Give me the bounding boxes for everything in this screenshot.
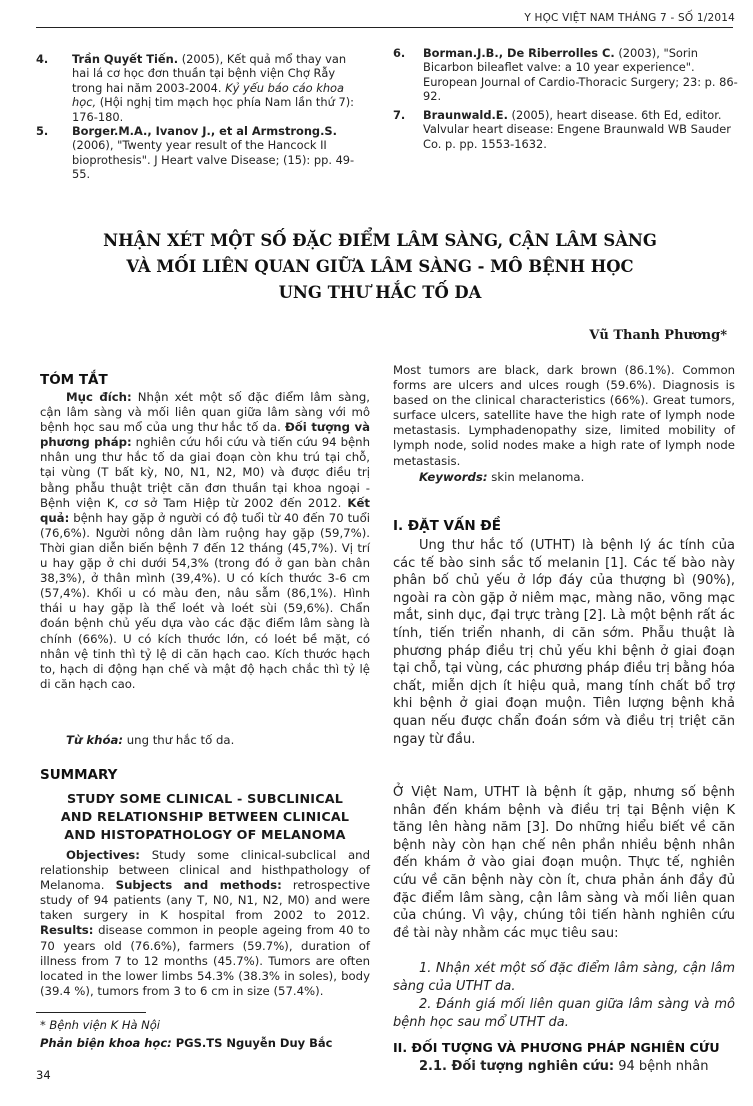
footnote-rule — [36, 1012, 146, 1013]
reference-4 — [36, 52, 366, 124]
reference-5 — [36, 124, 366, 182]
reference-6 — [393, 46, 738, 104]
reviewer-label: Phản biện khoa học: — [40, 1036, 172, 1050]
subjects-methods-label: Subjects and methods: — [115, 878, 282, 893]
summary-title-line: AND HISTOPATHOLOGY OF MELANOMA — [64, 827, 346, 842]
summary-body — [40, 848, 370, 999]
section-1-paragraph-1: Ung thư hắc tố (UTHT) là bệnh lý ác tính của các tế bào sinh sắc tố melanin [1]. Các tế bào này phân bố chủ yếu ở lớp đáy của thượng bì (90%), ngoài ra còn gặp ở niêm mạc, màng não, võng mạc mắt, sinh dục, đại trực tràng [2]. Là một bệnh rất ác tính, tiến triển nhanh, di căn sớm. Phẫu thuật là phương pháp điều trị chủ yếu khi bệnh ở giai đoạn tại chỗ, tại vùng, các phương pháp điều trị bằng hóa chất, miễn dịch ít hiệu quả, mang tính chất bổ trợ khi bệnh ở giai đoạn muộn. Tiên lượng bệnh khả quan nếu được chẩn đoán sớm và điều trị triệt căn ngay từ đầu. — [393, 538, 735, 747]
reference-number: 7. — [393, 108, 406, 122]
subjects-label: Đối tượng và phương pháp: — [40, 420, 370, 450]
reference-text: (2006), "Twenty year result of the Hancock II bioprothesis". J Heart valve Disease; (15): pp. 49-55. — [72, 138, 355, 182]
reference-text: (2005), heart disease. 6th Ed, editor. Valvular heart disease: Engene Braunwald WB Sauder Co. p. pp. 1553-1632. — [423, 108, 731, 151]
section-1-heading: I. ĐẶT VẤN ĐỀ — [393, 518, 501, 534]
reference-number: 5. — [36, 124, 49, 138]
objectives-text: Study some clinical-subclical and relationship between clinical and histhpathology of Melanoma. — [40, 848, 370, 893]
subjects-methods-text: retrospective study of 94 patients (any T, N0, N1, N2, M0) and were taken surgery in K hospital from 2002 to 2012. — [40, 878, 371, 923]
research-goal-2 — [393, 996, 735, 1031]
summary-continued: Most tumors are black, dark brown (86.1%). Common forms are ulcers and ulces rough (59.6%). Diagnosis is based on the clinical characteristics (66%). Great tumors, surface ulcers, satellite have the high rate of lymph node metastasis. Lymphadenopathy size, limited mobility of lymph node, solid nodes make a high rate of lymph node metastasis. — [393, 363, 735, 468]
reference-authors: Trần Quyết Tiến. — [72, 52, 179, 66]
reference-authors: Borman.J.B., De Riberrolles C. — [423, 46, 615, 60]
section-2-1 — [393, 1058, 735, 1076]
article-title — [60, 228, 700, 306]
keywords-text: ung thư hắc tố da. — [123, 733, 235, 747]
summary-title — [40, 790, 370, 844]
reference-authors: Borger.M.A., Ivanov J., et al Armstrong.S. — [72, 124, 337, 138]
summary-title-line: AND RELATIONSHIP BETWEEN CLINICAL — [60, 809, 350, 824]
section-1-paragraph-2: Ở Việt Nam, UTHT là bệnh ít gặp, nhưng số bệnh nhân đến khám bệnh và điều trị tại Bệnh viện K tăng lên hàng năm [3]. Do những hiểu biết về căn bệnh này còn hạn chế nên phần nhiều bệnh nhân đến khám ở vào giai đoạn muộn. Thực tế, nghiên cứu về căn bệnh này còn ít, chưa phản ánh đầy đủ đặc điểm lâm sàng, cận lâm sàng và mối liên quan của chúng. Vì vậy, chúng tôi tiến hành nghiên cứu đề tài này nhằm các mục tiêu sau: — [393, 785, 735, 941]
results-label: Kết quả: — [40, 495, 370, 525]
reference-7 — [393, 108, 738, 151]
reference-text: (2005), Kết quả mổ thay van hai lá cơ học đơn thuần tại bệnh viện Chợ Rẫy trong hai năm 2003-2004. — [72, 52, 347, 95]
results-en-text: disease common in people ageing from 40 to 70 years old (76.6%), farmers (59.7%), duration of illness from 7 to 12 months (45.7%). Tumors are often located in the lower limbs 54.3% (38.3% in soles), body (39.4 %), tumors from 3 to 6 cm in size (57.4%). — [40, 923, 370, 998]
keywords-en-label: Keywords: — [419, 470, 488, 484]
title-line: VÀ MỐI LIÊN QUAN GIỮA LÂM SÀNG - MÔ BỆNH HỌC — [126, 257, 634, 276]
reference-text: (2003), "Sorin Bicarbon bileaflet valve: a 10 year experience". European Journal of Cardio-Thoracic Surgery; 23: p. 86-92. — [423, 46, 738, 104]
footnote-reviewer — [40, 1036, 333, 1050]
running-header: Y HỌC VIỆT NAM THÁNG 7 - SỐ 1/2014 — [524, 12, 735, 24]
footnote-affiliation: * Bệnh viện K Hà Nội — [40, 1018, 161, 1032]
abstract-keywords — [40, 733, 370, 748]
reference-number: 6. — [393, 46, 406, 60]
reference-authors: Braunwald.E. — [423, 108, 508, 122]
results-text: bệnh hay gặp ở người có độ tuổi từ 40 đến 70 tuổi (76,6%). Người nông dân làm ruộng hay gặp (59,7%). Thời gian diễn biến bệnh 7 đến 12 tháng (45,7%). Vị trí u hay gặp ở chi dưới 54,3% (trong đó ở gan bàn chân 38,3%), ở thân mình (39,4%). U có kích thước 3-6 cm (57,4%). Khối u có màu đen, nâu sẫm (86,1%). Hình thái u hay gặp là thể loét và loét sùi (59,6%). Chẩn đoán bệnh chủ yếu dựa vào các đặc điểm lâm sàng là chính (66%). U có kích thước lớn, có loét bề mặt, có nhân vệ tinh thì tỷ lệ di căn hạch cao. Kích thước hạch to, hạch di động hạn chế và mật độ hạch chắc thì tỷ lệ di căn hạch cao. — [40, 510, 370, 691]
page-number: 34 — [36, 1068, 51, 1082]
section-2-1-text: 94 bệnh nhân — [614, 1059, 709, 1074]
summary-title-line: STUDY SOME CLINICAL - SUBCLINICAL — [66, 791, 344, 806]
objective-label: Mục đích: — [66, 390, 132, 404]
research-goal-1 — [393, 960, 735, 995]
section-2-heading: II. ĐỐI TƯỢNG VÀ PHƯƠNG PHÁP NGHIÊN CỨU — [393, 1040, 720, 1055]
goal-2-text: 2. Đánh giá mối liên quan giữa lâm sàng và mô bệnh học sau mổ UTHT da. — [393, 997, 735, 1030]
keywords-label: Từ khóa: — [66, 733, 124, 747]
author-name: Vũ Thanh Phương* — [589, 328, 727, 343]
subjects-text: nghiên cứu hồi cứu và tiến cứu 94 bệnh nhân ung thư hắc tố da giai đoạn còn khu trú tại chỗ, tại vùng (T bất kỳ, N0, N1, N2, M0) và được điều trị bằng phẫu thuật triệt căn đơn thuần tại khoa ngoại - Bệnh viện K, cơ sở Tam Hiệp từ 2002 đến 2012. — [40, 435, 370, 510]
title-line: NHẬN XÉT MỘT SỐ ĐẶC ĐIỂM LÂM SÀNG, CẬN LÂM SÀNG — [103, 231, 657, 250]
objective-text: Nhận xét một số đặc điểm lâm sàng, cận lâm sàng và mối liên quan giữa lâm sàng với mô bệnh học sau mổ của ung thư hắc tố da. — [40, 390, 370, 435]
summary-keywords — [393, 470, 735, 485]
reference-tail: (Hội nghị tim mạch học phía Nam lần thứ 7): 176-180. — [72, 95, 354, 124]
section-2-1-label: 2.1. Đối tượng nghiên cứu: — [419, 1059, 615, 1074]
reference-number: 4. — [36, 52, 49, 66]
header-rule — [36, 27, 733, 28]
goal-1-text: 1. Nhận xét một số đặc điểm lâm sàng, cận lâm sàng của UTHT da. — [393, 961, 735, 994]
reviewer-name: PGS.TS Nguyễn Duy Bắc — [171, 1036, 333, 1050]
keywords-en-text: skin melanoma. — [487, 470, 585, 484]
objectives-label: Objectives: — [66, 848, 140, 862]
title-line: UNG THƯ HẮC TỐ DA — [278, 283, 482, 302]
abstract-body — [40, 390, 370, 692]
reference-italic: Kỷ yếu báo cáo khoa học, — [72, 80, 344, 110]
abstract-heading: TÓM TẮT — [40, 372, 108, 388]
summary-heading: SUMMARY — [40, 767, 118, 783]
results-en-label: Results: — [40, 923, 94, 938]
